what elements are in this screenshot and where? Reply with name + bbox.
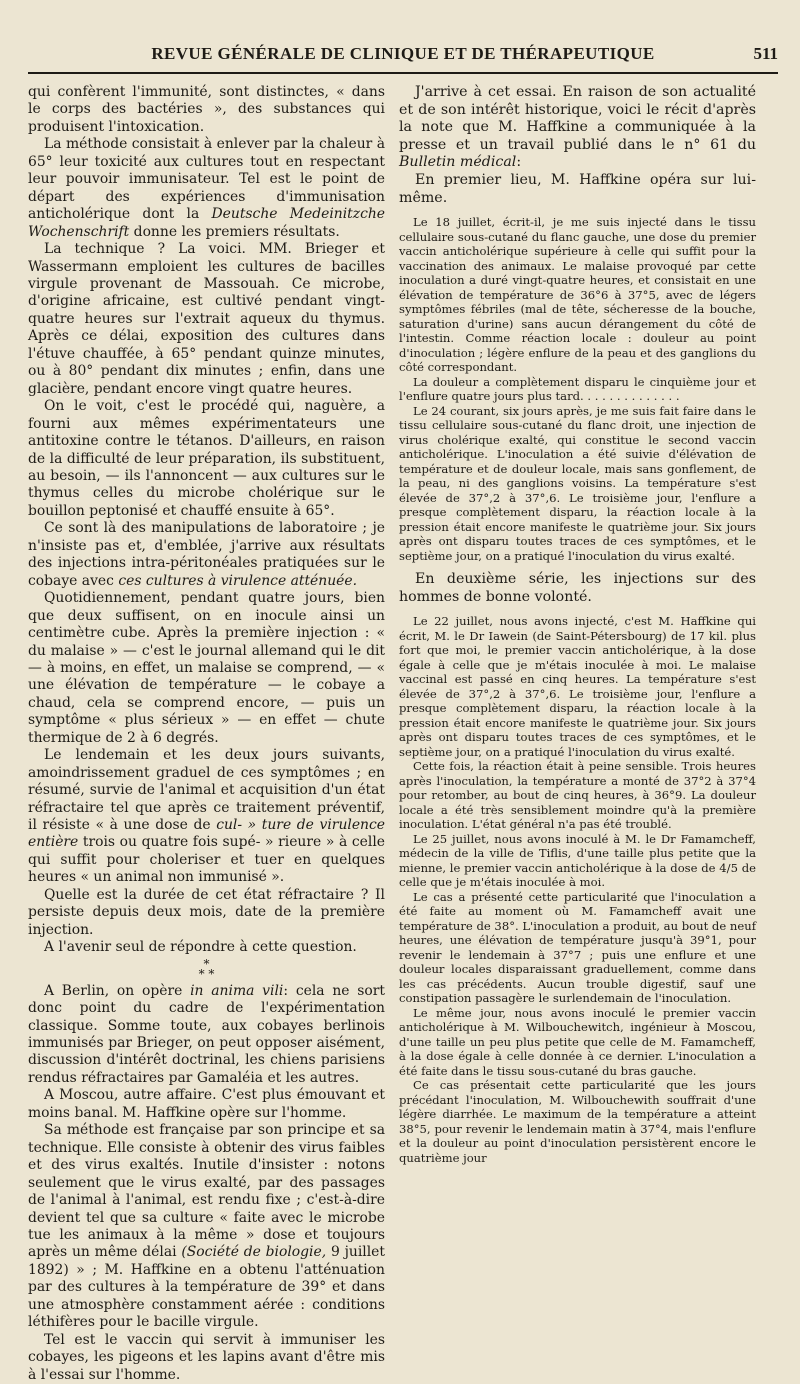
paragraph: A Berlin, on opère in anima vili: cela ne sort donc point du cadre de l'expérimentation classique. Somme toute, aux cobayes berlinois immunisés par Brieger, on peut opposer aisément, discussion d'intérêt doctrinal, les chiens parisiens rendus réfractaires par Gamaléia et les autres.: [28, 982, 385, 1086]
paragraph: En premier lieu, M. Haffkine opéra sur lui-même.: [399, 171, 756, 206]
section-separator: * * *: [198, 956, 215, 981]
paragraph: La méthode consistait à enlever par la chaleur à 65° leur toxicité aux cultures tout en respectant leur pouvoir immunisateur. Tel est le point de départ des expériences d'immunisation anticholérique dont la Deutsche Medeinitzche Wochenschrift donne les premiers résultats.: [28, 136, 386, 240]
quoted-paragraph: Le 25 juillet, nous avons inoculé à M. le Dr Famamcheff, médecin de la ville de Tiflis, d'une taille plus petite que la mienne, le premier vaccin anticholérique à la dose de 4/5 de celle que je m'étais inoculée à moi.: [399, 831, 756, 890]
quoted-paragraph: Le 22 juillet, nous avons injecté, c'est M. Haffkine qui écrit, M. le Dr Iawein (de Saint-Pétersbourg) de 17 kil. plus fort que moi, le premier vaccin anticholérique, à la dose égale à celle que je m'étais inoculée à moi. Le malaise vaccinal est passé en cinq heures. La température s'est élevée de 37°,2 à 37°,6. Le troisième jour, l'enflure a presque complètement disparu, la réaction locale à la pression était encore manifeste le quatrième jour. Six jours après ont disparu toutes traces de ces symptômes, et le septième jour, on a pratiqué l'inoculation du virus exalté.: [399, 614, 756, 759]
quoted-paragraph: Le même jour, nous avons inoculé le premier vaccin anticholérique à M. Wilbouchewitch, ingénieur à Moscou, d'une taille un peu plus petite que celle de M. Famamcheff, à la dose égale à celle donnée à ce dernier. L'inoculation a été faite dans le tissu sous-cutané du bras gauche.: [399, 1005, 756, 1078]
paragraph: Le lendemain et les deux jours suivants, amoindrissement graduel de ces symptômes ; en résumé, survie de l'animal et acquisition d'un état réfractaire tel que après ce traitement préventif, il résiste « à une dose de cul- » ture de virulence entière trois ou quatre fois supé- » rieure » à celle qui suffit pour choleriser et tuer en quelques heures « un animal non immunisé ».: [28, 747, 385, 886]
running-header: [28, 0, 778, 74]
paragraph: On le voit, c'est le procédé qui, naguère, a fourni aux mêmes expérimentateurs une antitoxine contre le tétanos. D'ailleurs, en raison de la difficulté de leur préparation, ils substituent, au besoin, — ils l'annoncent — aux cultures sur le thymus celles du microbe cholérique sur le bouillon peptonisé et chauffé ensuite à 65°.: [28, 398, 385, 519]
paragraph: J'arrive à cet essai. En raison de son actualité et de son intérêt historique, voici le récit d'après la note que M. Haffkine a communiquée à la presse et un travail publié dans le n° 61 du Bulletin médical:: [399, 84, 756, 171]
paragraph: qui confèrent l'immunité, sont distinctes, « dans le corps des bactéries », des substances qui produisent l'intoxication.: [28, 84, 385, 135]
quoted-paragraph: La douleur a complètement disparu le cinquième jour et l'enflure quatre jours plus tard. . . . . . . . . . . . . .: [399, 374, 756, 404]
paragraph: A l'avenir seul de répondre à cette question.: [44, 939, 357, 956]
right-column: [399, 84, 756, 1384]
quoted-paragraph: Le cas a présenté cette particularité que l'inoculation a été faite au moment où M. Famamcheff avait une température de 38°. L'inoculation a produit, au bout de neuf heures, une élévation de température jusqu'à 39°1, pour revenir le lendemain à 37°7 ; puis une enflure et une douleur locales disparaissant graduellement, comme dans les cas précédents. Aucun trouble digestif, sauf une constipation passagère le surlendemain de l'inoculation.: [399, 889, 756, 1006]
left-column: [28, 84, 385, 1384]
quoted-paragraph: Le 24 courant, six jours après, je me suis fait faire dans le tissu cellulaire sous-cutané du flanc droit, une injection de virus cholérique exalté, qui constitue le second vaccin anticholérique. L'inoculation a été suivie d'élévation de température et de douleur locale, mais sans gonflement, de la peau, ni des ganglions voisins. La température s'est élevée de 37°,2 à 37°,6. Le troisième jour, l'enflure a presque complètement disparu, la réaction locale à la pression était encore manifeste le quatrième jour. Six jours après ont disparu toutes traces de ces symptômes, et le septième jour, on a pratiqué l'inoculation du virus exalté.: [399, 403, 756, 563]
page-number: 511: [753, 44, 778, 63]
paragraph: En deuxième série, les injections sur des hommes de bonne volonté.: [399, 571, 756, 605]
quoted-paragraph: Cette fois, la réaction était à peine sensible. Trois heures après l'inoculation, la température a monté de 37°2 à 37°4 pour retomber, au bout de cinq heures, à 36°9. La douleur locale a été très sensiblement moindre qu'à la première inoculation. L'état général n'a pas été troublé.: [399, 759, 756, 832]
paragraph: Ce sont là des manipulations de laboratoire ; je n'insiste pas et, d'emblée, j'arrive aux résultats des injections intra-péritonéales pratiquées sur le cobaye avec ces cultures à virulence atténuée.: [28, 520, 385, 589]
quoted-paragraph: Ce cas présentait cette particularité que les jours précédant l'inoculation, M. Wilbouchewith souffrait d'une légère diarrhée. Le maximum de la température a atteint 38°5, pour revenir le lendemain matin à 37°4, mais l'enflure et la douleur au point d'inoculation persistèrent encore le quatrième jour: [399, 1078, 756, 1165]
paragraph: Quotidiennement, pendant quatre jours, bien que deux suffisent, on en inocule ainsi un centimètre cube. Après la première injection : « du malaise » — c'est le journal allemand qui le dit — à moins, en effet, un malaise se comprend, — « une élévation de température — le cobaye a chaud, cela se comprend encore, — puis un symptôme « plus sérieux » — en effet — chute thermique de 2 à 6 degrés.: [28, 590, 385, 746]
journal-title: REVUE GÉNÉRALE DE CLINIQUE ET DE THÉRAPEUTIQUE: [151, 44, 655, 63]
paragraph: Tel est le vaccin qui servit à immuniser les cobayes, les pigeons et les lapins avant d'être mis à l'essai sur l'homme.: [28, 1331, 385, 1383]
paragraph: Quelle est la durée de cet état réfractaire ? Il persiste depuis deux mois, date de la première injection.: [28, 886, 385, 938]
quoted-paragraph: Le 18 juillet, écrit-il, je me suis injecté dans le tissu cellulaire sous-cutané du flanc gauche, une dose du premier vaccin anticholérique supérieure à celle qui suffit pour la vaccination des animaux. Le malaise provoqué par cette inoculation a duré vingt-quatre heures, et consistait en une élévation de température de 36°6 à 37°5, avec de légers symptômes fébriles (mal de tête, sécheresse de la bouche, saturation d'urine) sans aucun dérangement du côté de l'intestin. Comme réaction locale : douleur au point d'inoculation ; légère enflure de la peau et des ganglions du côté correspondant.: [399, 215, 756, 375]
paragraph: Sa méthode est française par son principe et sa technique. Elle consiste à obtenir des virus faibles et des virus exaltés. Inutile d'insister : notons seulement que le virus exalté, par des passages de l'animal à l'animal, est rendu fixe ; c'est-à-dire devient tel que sa culture « faite avec le microbe tue les animaux à la même » dose et toujours après un même délai (Société de biologie, 9 juillet 1892) » ; M. Haffkine en a obtenu l'atténuation par des cultures à la température de 39° et dans une atmosphère constamment aérée : conditions léthifères pour le bacille virgule.: [28, 1122, 385, 1331]
text-columns: [28, 84, 778, 1384]
paragraph: A Moscou, autre affaire. C'est plus émouvant et moins banal. M. Haffkine opère sur l'homme.: [28, 1087, 385, 1121]
paragraph: La technique ? La voici. MM. Brieger et Wassermann emploient les cultures de bacilles virgule provenant de Massouah. Ce microbe, d'origine africaine, est cultivé pendant vingt-quatre heures sur l'extrait aqueux du thymus. Après ce délai, exposition des cultures dans l'étuve chauffée, à 65° pendant quinze minutes, ou à 80° pendant dix minutes ; enfin, dans une glacière, pendant encore vingt quatre heures.: [28, 241, 385, 397]
